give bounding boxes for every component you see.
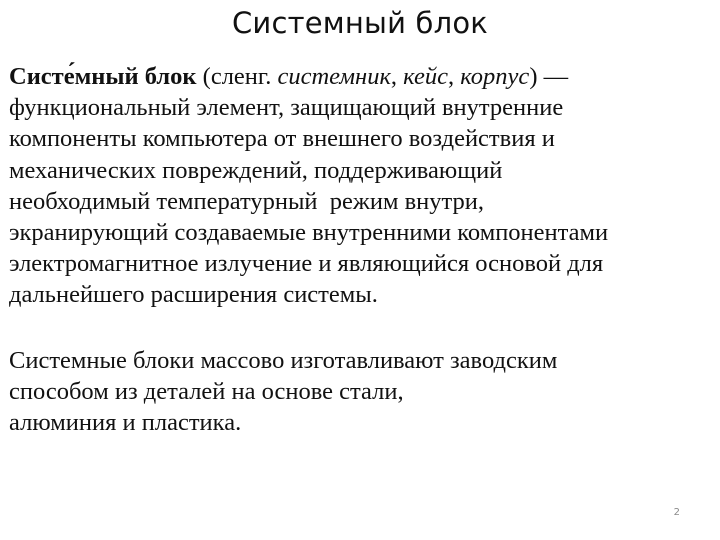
manufacturing-line-2: способом из деталей на основе стали, <box>9 377 404 405</box>
page-number: 2 <box>673 507 680 518</box>
manufacturing-paragraph <box>9 345 709 439</box>
definition-line-5: необходимый температурный режим внутри, <box>9 187 484 215</box>
definition-paragraph <box>9 61 709 311</box>
close-paren: ) <box>529 63 538 90</box>
definition-line-6: экранирующий создаваемые внутренними компонентами <box>9 219 609 247</box>
manufacturing-line-1: Системные блоки массово изготавливают заводским <box>9 346 558 374</box>
slang-word-2: кейс <box>403 63 449 90</box>
slide-content <box>9 61 709 438</box>
comma-2: , <box>448 63 461 90</box>
definition-line-3: компоненты компьютера от внешнего воздействия и <box>9 125 555 153</box>
slide-title: Системный блок <box>231 6 489 40</box>
slang-word-3: корпус <box>460 63 530 90</box>
open-paren: ( <box>196 63 211 90</box>
comma-1: , <box>390 63 404 90</box>
slang-word-1: системник <box>277 63 391 90</box>
definition-line-1 <box>9 63 568 90</box>
term-heading: Систе́мный блок <box>9 63 197 90</box>
definition-line-7: электромагнитное излучение и являющийся основой для <box>9 250 604 278</box>
definition-line-8: дальнейшего расширения системы. <box>9 281 378 309</box>
definition-line-2: функциональный элемент, защищающий внутренние <box>9 94 564 122</box>
definition-line-4: механических повреждений, поддерживающий <box>9 156 503 184</box>
slang-label: сленг. <box>210 63 278 90</box>
em-dash: — <box>537 63 569 90</box>
manufacturing-line-3: алюминия и пластика. <box>9 409 242 437</box>
